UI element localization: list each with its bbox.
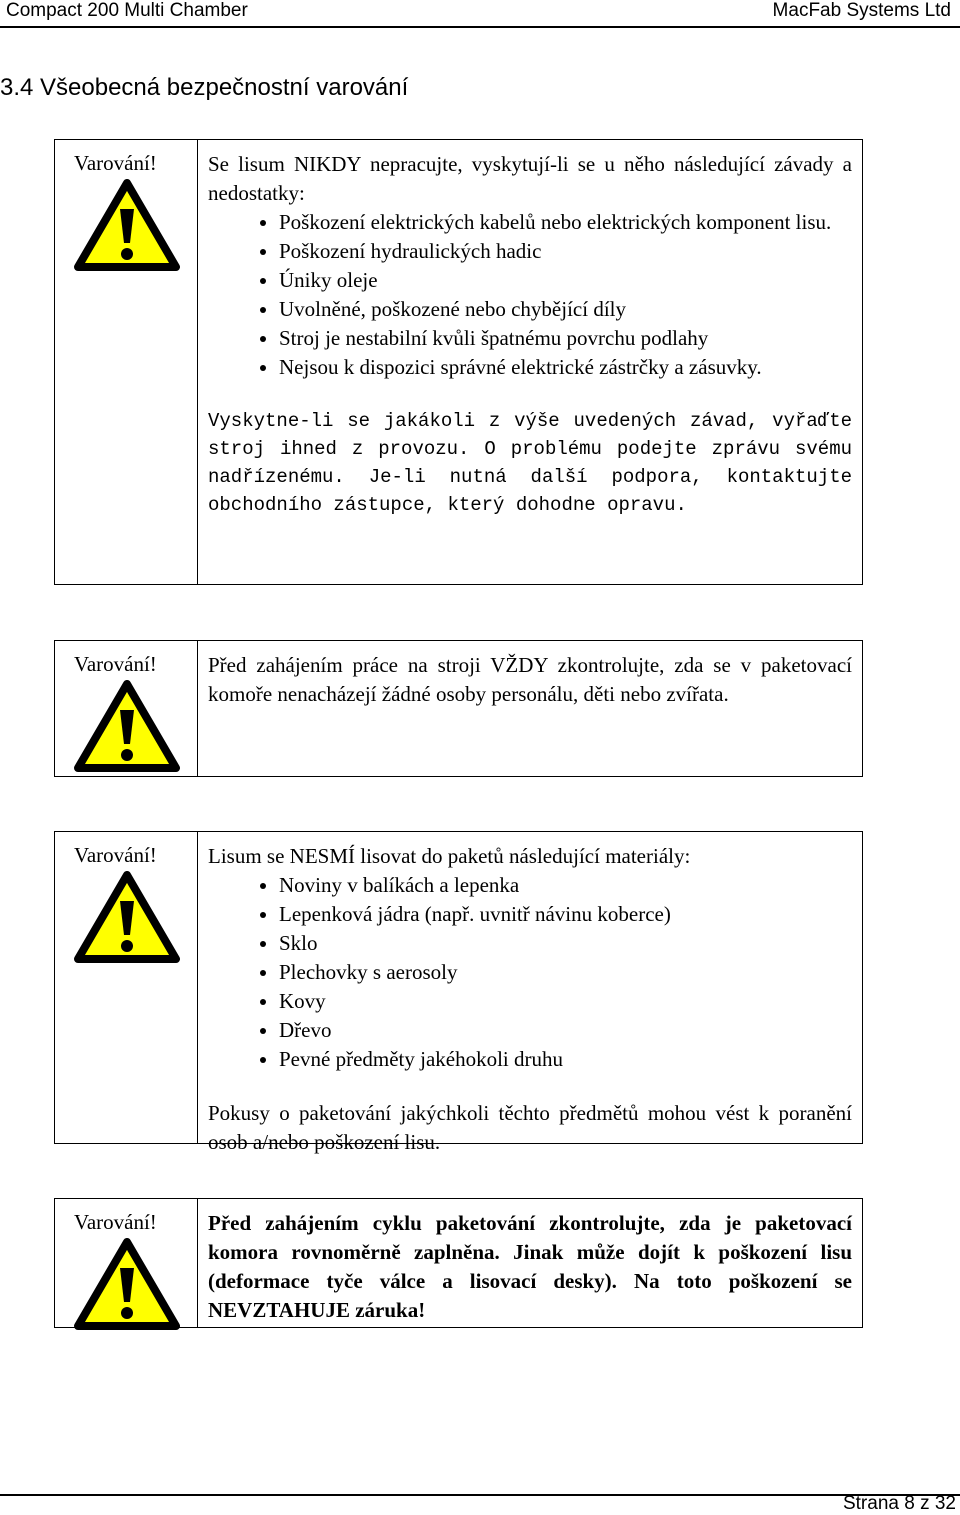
defect-list [208, 208, 852, 382]
warning-side [55, 1199, 198, 1327]
warning-side [55, 832, 198, 1143]
warning-outro: Vyskytne-li se jakákoli z výše uvedených závad, vyřaďte stroj ihned z provozu. O problému podejte zprávu svému nadřízenému. Je-li nutná další podpora, kontaktujte obchodního zástupce, který dohodne opravu. [208, 410, 852, 516]
list-item: • Nejsou k dispozici správné elektrické zástrčky a zásuvky. [279, 353, 852, 382]
warning-text: Před zahájením práce na stroji VŽDY zkontrolujte, zda se v paketovací komoře nenacházejí žádné osoby personálu, děti nebo zvířata. [208, 653, 852, 706]
header-doc-title: Compact 200 Multi Chamber [6, 0, 248, 21]
warning-box-3 [54, 831, 863, 1154]
warning-content [198, 641, 862, 776]
warning-side [55, 140, 198, 584]
list-item: • Uvolněné, poškozené nebo chybějící díly [279, 295, 852, 324]
warning-label: Varování! [74, 652, 157, 676]
list-item: • Dřevo [279, 1016, 852, 1045]
warning-content [198, 832, 862, 1154]
list-item: • Stroj je nestabilní kvůli špatnému povrchu podlahy [279, 324, 852, 353]
warning-triangle-icon [74, 871, 180, 963]
page-header [0, 0, 960, 28]
page-number: Strana 8 z 32 [842, 1493, 956, 1514]
header-company: MacFab Systems Ltd [772, 0, 951, 21]
warning-text: Před zahájením cyklu paketování zkontrolujte, zda je paketovací komora rovnoměrně zaplněna. Jinak může dojít k poškození lisu (deformace tyče válce a lisovací desky). Na toto poškození se NEVZTAHUJE záruka! [208, 1211, 852, 1322]
warning-intro: Lisum se NESMÍ lisovat do paketů následující materiály: [208, 844, 691, 868]
list-item: • Poškození hydraulických hadic [279, 237, 852, 266]
warning-triangle-icon [74, 1238, 180, 1330]
footer-rule [0, 1494, 960, 1496]
warning-label: Varování! [74, 151, 157, 175]
warning-triangle-icon [74, 179, 180, 271]
list-item: • Kovy [279, 987, 852, 1016]
list-item: • Poškození elektrických kabelů nebo elektrických komponent lisu. [279, 208, 852, 237]
warning-side [55, 641, 198, 776]
warning-content [198, 1199, 862, 1327]
warning-content [198, 140, 862, 584]
list-item: • Lepenková jádra (např. uvnitř návinu koberce) [279, 900, 852, 929]
list-item: • Pevné předměty jakéhokoli druhu [279, 1045, 852, 1074]
list-item: • Noviny v balíkách a lepenka [279, 871, 852, 900]
material-list [208, 871, 852, 1074]
section-title: 3.4 Všeobecná bezpečnostní varování [0, 74, 409, 101]
warning-intro: Se lisum NIKDY nepracujte, vyskytují-li se u něho následující závady a nedostatky: [208, 152, 852, 205]
warning-box-1 [54, 139, 863, 585]
warning-triangle-icon [74, 680, 180, 772]
warning-box-2 [54, 640, 863, 777]
warning-label: Varování! [74, 1210, 157, 1234]
warning-box-4 [54, 1198, 863, 1328]
list-item: • Sklo [279, 929, 852, 958]
list-item: • Úniky oleje [279, 266, 852, 295]
warning-outro: Pokusy o paketování jakýchkoli těchto předmětů mohou vést k poranění osob a/nebo poškození lisu. [208, 1101, 852, 1154]
list-item: • Plechovky s aerosoly [279, 958, 852, 987]
warning-label: Varování! [74, 843, 157, 867]
